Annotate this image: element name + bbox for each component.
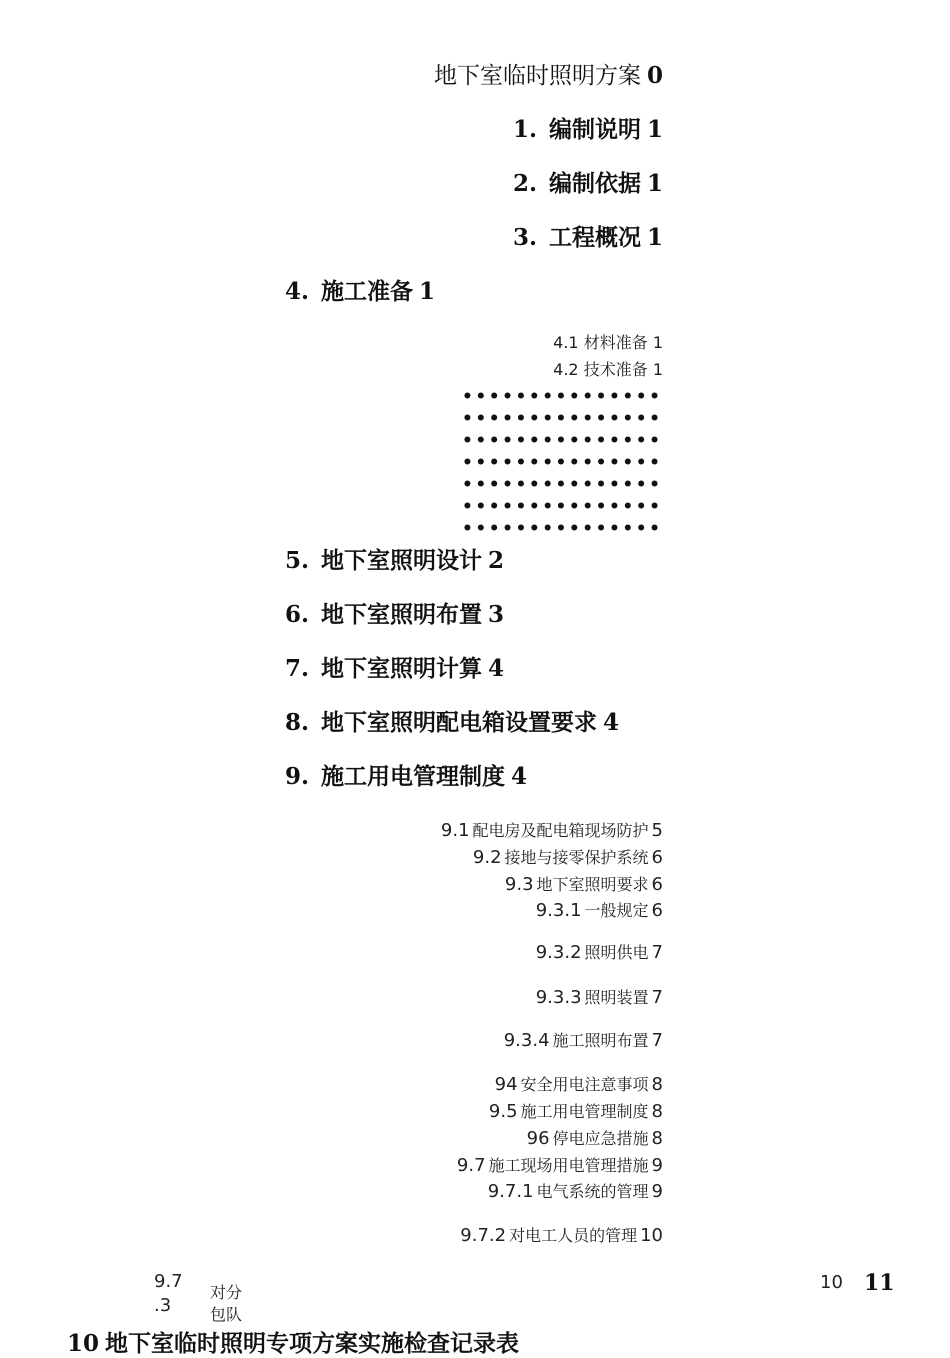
toc-subitem-page: 8 [651, 1074, 663, 1095]
toc-subitem-page: 6 [651, 874, 663, 895]
toc-main-title-page: 0 [646, 62, 663, 89]
toc-item-8[interactable] [285, 704, 619, 737]
toc-subitem-9-7-3-number[interactable] [154, 1270, 183, 1318]
toc-item-label: 施工准备 [321, 279, 414, 305]
toc-subitem-page: 6 [651, 847, 663, 868]
toc-subitem-9-3-2[interactable] [536, 940, 663, 963]
toc-item-number: 9. [285, 763, 310, 790]
toc-subitem-9-5[interactable] [489, 1099, 663, 1122]
toc-subitem-9-3-3[interactable] [536, 985, 663, 1008]
toc-subitem-page: 9 [651, 1155, 663, 1176]
toc-item-number: 10 [67, 1330, 100, 1357]
toc-subitem-9-7-3-label[interactable] [210, 1282, 242, 1326]
toc-subitem-label: 对电工人员的管理 [509, 1226, 638, 1245]
toc-item-page: 4 [603, 709, 620, 736]
toc-item-3[interactable] [513, 219, 663, 252]
toc-subitem-label: 电气系统的管理 [536, 1182, 649, 1201]
toc-subitem-label: 配电房及配电箱现场防护 [472, 821, 649, 840]
toc-subitem-page: 8 [651, 1128, 663, 1149]
toc-subitem-page: 10 [640, 1225, 663, 1246]
toc-subitem-4-2[interactable] [553, 359, 663, 381]
toc-subitem-9-2[interactable] [473, 845, 663, 868]
toc-item-page: 1 [646, 224, 663, 251]
toc-item-page: 4 [511, 763, 528, 790]
toc-subitem-page: 9 [651, 1181, 663, 1202]
toc-item-number: 4. [285, 278, 310, 305]
toc-subitem-9-4[interactable] [495, 1072, 663, 1095]
toc-subitem-page: 1 [652, 333, 663, 352]
toc-subitem-9-7[interactable] [457, 1153, 663, 1176]
toc-subitem-page: 5 [651, 820, 663, 841]
toc-item-label: 编制说明 [548, 117, 641, 143]
toc-item-page: 4 [488, 655, 505, 682]
toc-subitem-label: 材料准备 [583, 333, 648, 352]
toc-item-label: 工程概况 [548, 225, 641, 251]
toc-item-label: 施工用电管理制度 [321, 764, 506, 790]
toc-item-number: 7. [285, 655, 310, 682]
toc-item-number: 5. [285, 547, 310, 574]
toc-item-page: 3 [488, 601, 505, 628]
toc-item-1[interactable] [513, 111, 663, 144]
toc-item-number: 2. [512, 170, 537, 197]
toc-item-5[interactable] [285, 542, 504, 575]
toc-subitem-9-6[interactable] [527, 1126, 663, 1149]
toc-subitem-number: 9.7 [456, 1155, 486, 1176]
toc-subitem-label: 接地与接零保护系统 [504, 848, 649, 867]
toc-item-6[interactable] [285, 596, 504, 629]
toc-item-page: 1 [419, 278, 436, 305]
toc-subitem-page: 6 [651, 900, 663, 921]
toc-subitem-label-line1: 对分 [210, 1283, 243, 1302]
toc-subitem-9-1[interactable] [441, 818, 663, 841]
toc-subitem-label: 施工照明布置 [552, 1031, 649, 1050]
toc-subitem-label: 地下室照明要求 [536, 875, 649, 894]
toc-subitem-label: 停电应急措施 [552, 1129, 649, 1148]
toc-item-10[interactable] [67, 1325, 519, 1358]
toc-subitem-label: 施工现场用电管理措施 [488, 1156, 649, 1175]
toc-subitem-number-line2: .3 [154, 1295, 172, 1316]
toc-subitem-number: 9.7.1 [487, 1181, 534, 1202]
toc-subitem-number-line1: 9.7 [154, 1271, 183, 1292]
toc-item-page: 2 [488, 547, 505, 574]
toc-item-label: 编制依据 [548, 171, 641, 197]
toc-item-7[interactable] [285, 650, 504, 683]
toc-subitem-number: 9.3.4 [503, 1030, 550, 1051]
toc-item-page-next: 11 [864, 1270, 895, 1296]
toc-item-number: 1. [512, 116, 537, 143]
toc-subitem-label-line2: 包队 [210, 1305, 243, 1324]
toc-subitem-label: 照明供电 [584, 943, 649, 962]
toc-subitem-number: 9.3.2 [535, 942, 582, 963]
toc-subitem-page: 8 [651, 1101, 663, 1122]
toc-subitem-page: 1 [652, 360, 663, 379]
toc-subitem-9-7-1[interactable] [488, 1179, 663, 1202]
toc-item-page: 1 [646, 116, 663, 143]
toc-subitem-number: 9.3 [504, 874, 534, 895]
toc-subitem-number: 94 [494, 1074, 518, 1095]
toc-subitem-page: 7 [651, 1030, 663, 1051]
toc-subitem-label: 一般规定 [584, 901, 649, 920]
toc-item-label: 地下室照明配电箱设置要求 [321, 710, 598, 736]
toc-item-label: 地下室照明设计 [321, 548, 483, 574]
toc-item-2[interactable] [513, 165, 663, 198]
toc-item-label: 地下室照明计算 [321, 656, 483, 682]
toc-subitem-label: 照明装置 [584, 988, 649, 1007]
toc-subitem-9-3-4[interactable] [504, 1028, 663, 1051]
toc-subitem-number: 9.3.3 [535, 987, 582, 1008]
toc-subitem-9-3-1[interactable] [536, 898, 663, 921]
toc-subitem-page: 7 [651, 942, 663, 963]
toc-subitem-9-7-3-page: 10 [820, 1272, 843, 1293]
toc-subitem-number: 96 [526, 1128, 550, 1149]
toc-subitem-number: 9.2 [472, 847, 502, 868]
toc-subitem-number: 4.1 [553, 333, 579, 352]
toc-item-number: 8. [285, 709, 310, 736]
toc-item-label: 地下室照明布置 [321, 602, 483, 628]
toc-subitem-page: 7 [651, 987, 663, 1008]
toc-subitem-number: 9.5 [488, 1101, 518, 1122]
toc-leader-dots: ••••••••••••••••••••••••••••••••••••••••••••••••••••••••••••••••••••••••••••••••••••••••••••••••••••••••• [462, 387, 663, 536]
toc-main-title[interactable] [434, 57, 663, 90]
toc-subitem-number: 9.1 [440, 820, 470, 841]
toc-item-label: 地下室临时照明专项方案实施检查记录表 [105, 1331, 520, 1357]
toc-subitem-label: 技术准备 [583, 360, 648, 379]
toc-item-9[interactable] [285, 758, 527, 791]
toc-subitem-4-1[interactable] [553, 332, 663, 354]
toc-subitem-number: 9.3.1 [535, 900, 582, 921]
toc-item-number: 3. [512, 224, 537, 251]
toc-item-number: 6. [285, 601, 310, 628]
toc-subitem-label: 施工用电管理制度 [520, 1102, 649, 1121]
toc-subitem-label: 安全用电注意事项 [520, 1075, 649, 1094]
toc-subitem-number: 4.2 [553, 360, 579, 379]
toc-item-page: 1 [646, 170, 663, 197]
toc-subitem-9-7-2[interactable] [460, 1223, 663, 1246]
toc-subitem-number: 9.7.2 [460, 1225, 507, 1246]
toc-item-4[interactable] [285, 273, 435, 306]
toc-subitem-9-3[interactable] [505, 872, 663, 895]
toc-main-title-text: 地下室临时照明方案 [433, 63, 641, 89]
